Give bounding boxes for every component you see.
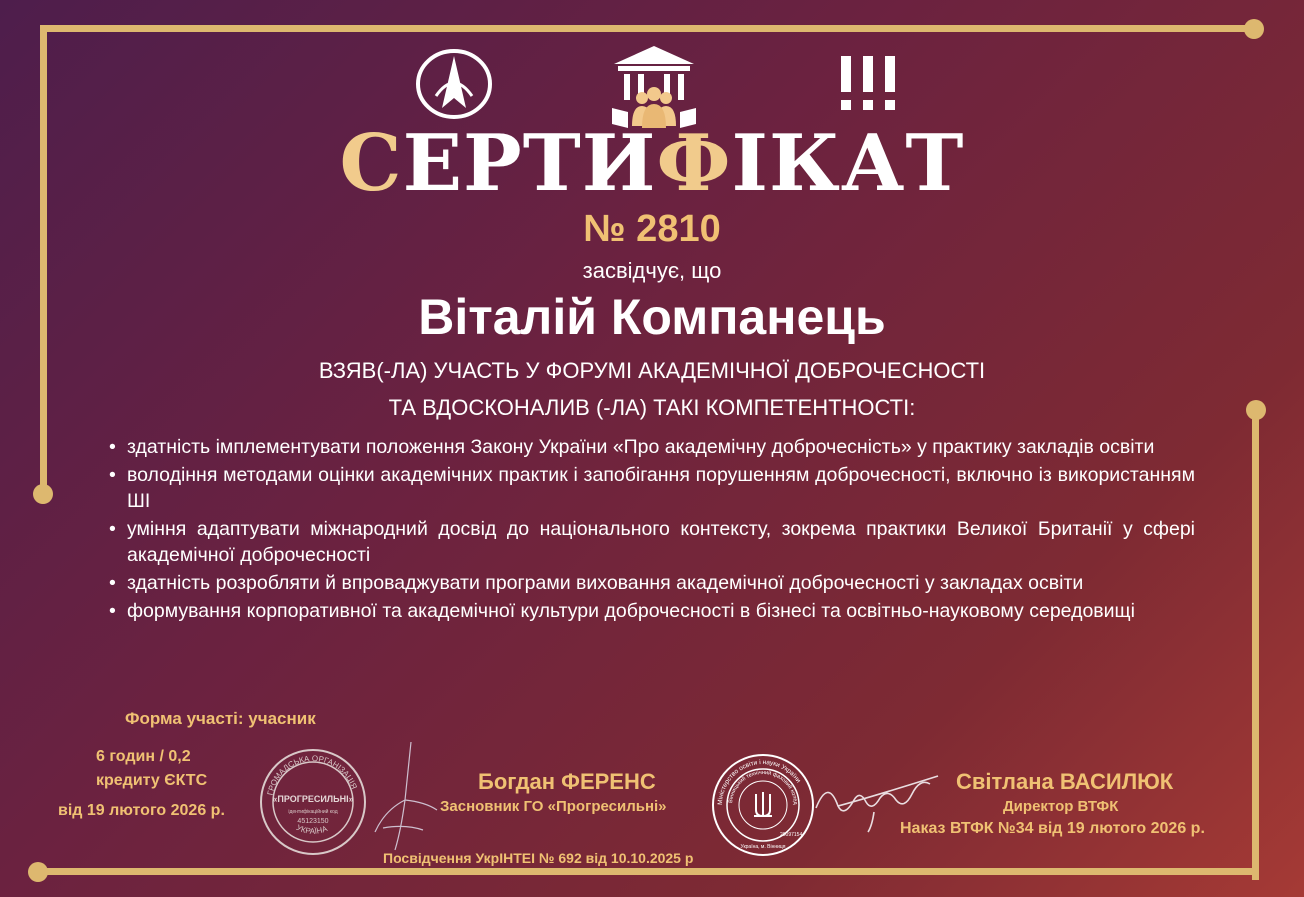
certifies-text: засвідчує, що bbox=[582, 258, 722, 283]
competency-text: формування корпоративної та академічної культури доброчесності в бізнесі та освітньо-науковому середовищі bbox=[127, 600, 1135, 622]
signer1-name: Богдан ФЕРЕНС bbox=[478, 769, 656, 794]
stamp2-code: 20097154 bbox=[780, 832, 803, 838]
issue-date: від 19 лютого 2026 р. bbox=[58, 802, 225, 819]
exclamation-logo-icon bbox=[838, 56, 898, 114]
title-letter-s: С bbox=[339, 118, 403, 209]
competency-item bbox=[105, 570, 1195, 596]
certificate-number: № 2810 bbox=[583, 208, 721, 250]
title-middle: ЕРТИ bbox=[402, 118, 657, 209]
frame-dot-bottom-left bbox=[28, 862, 48, 882]
bullet-icon: • bbox=[109, 464, 116, 486]
title-letter-f: Ф bbox=[656, 118, 732, 209]
registration-info: Посвідчення УкрІНТЕІ № 692 від 10.10.2025 р bbox=[383, 850, 694, 866]
competency-text: уміння адаптувати міжнародний досвід до національного контексту, зокрема практики Великої Британії у сфері академічної доброчесності bbox=[127, 518, 1195, 566]
competency-text: володіння методами оцінки академічних практик і запобігання порушенням доброчесності, включно із використанням ШІ bbox=[127, 464, 1195, 512]
stamp1-center: «ПРОГРЕСИЛЬНІ» bbox=[272, 794, 354, 804]
stamp2-ring-text: Міністерство освіти і науки України bbox=[716, 758, 802, 806]
frame-dot-left bbox=[33, 484, 53, 504]
certificate-title bbox=[0, 118, 1304, 209]
bullet-icon: • bbox=[109, 436, 116, 458]
stamp1-small: ідентифікаційний код bbox=[288, 809, 338, 815]
participation-form: Форма участі: учасник bbox=[125, 709, 316, 728]
statement-line-1: ВЗЯВ(-ЛА) УЧАСТЬ У ФОРУМІ АКАДЕМІЧНОЇ ДОБРОЧЕСНОСТІ bbox=[318, 358, 986, 383]
hours-line-1: 6 годин / 0,2 bbox=[96, 748, 191, 765]
organization-stamp bbox=[258, 746, 368, 858]
bullet-icon: • bbox=[109, 572, 116, 594]
competency-item bbox=[105, 516, 1195, 568]
competency-text: здатність імплементувати положення Закону України «Про академічну доброчесність» у практику закладів освіти bbox=[127, 436, 1155, 458]
signer2-role: Директор ВТФК bbox=[1003, 798, 1119, 815]
statement-line-2: ТА ВДОСКОНАЛИВ (-ЛА) ТАКІ КОМПЕТЕНТНОСТІ: bbox=[388, 395, 916, 420]
recipient-name: Віталій Компанець bbox=[418, 289, 886, 345]
signature-1 bbox=[365, 740, 445, 858]
title-end: ІКАТ bbox=[731, 118, 965, 209]
hours-line-2: кредиту ЄКТС bbox=[96, 772, 208, 789]
frame-right-line bbox=[1252, 410, 1259, 880]
bullet-icon: • bbox=[109, 518, 116, 540]
stamp1-ring-bottom: УКРАЇНА bbox=[294, 822, 329, 836]
competency-text: здатність розробляти й впроваджувати програми виховання академічної доброчесності у закладах освіти bbox=[127, 572, 1084, 594]
college-stamp bbox=[710, 752, 816, 858]
competency-item bbox=[105, 434, 1195, 460]
frame-bottom-line bbox=[38, 868, 1259, 875]
competency-item bbox=[105, 462, 1195, 514]
signer2-name: Світлана ВАСИЛЮК bbox=[956, 769, 1174, 794]
competency-item bbox=[105, 598, 1195, 624]
competencies-list bbox=[105, 434, 1195, 626]
signer2-order: Наказ ВТФК №34 від 19 лютого 2026 р. bbox=[900, 820, 1205, 837]
stamp2-city: Україна, м. Вінниця bbox=[740, 844, 786, 850]
frame-top-line bbox=[40, 25, 1255, 32]
trident-icon bbox=[754, 792, 772, 816]
compass-logo-icon bbox=[414, 48, 494, 120]
stamp2-inner-text: Вінницький технічний фаховий колед bbox=[728, 769, 799, 805]
signer1-role: Засновник ГО «Прогресильні» bbox=[440, 798, 667, 815]
stamp1-ring-text: ГРОМАДСЬКА ОРГАНІЗАЦІЯ bbox=[265, 753, 359, 797]
bullet-icon: • bbox=[109, 600, 116, 622]
frame-dot-top-right bbox=[1244, 19, 1264, 39]
stamp1-code: 45123150 bbox=[297, 818, 329, 825]
